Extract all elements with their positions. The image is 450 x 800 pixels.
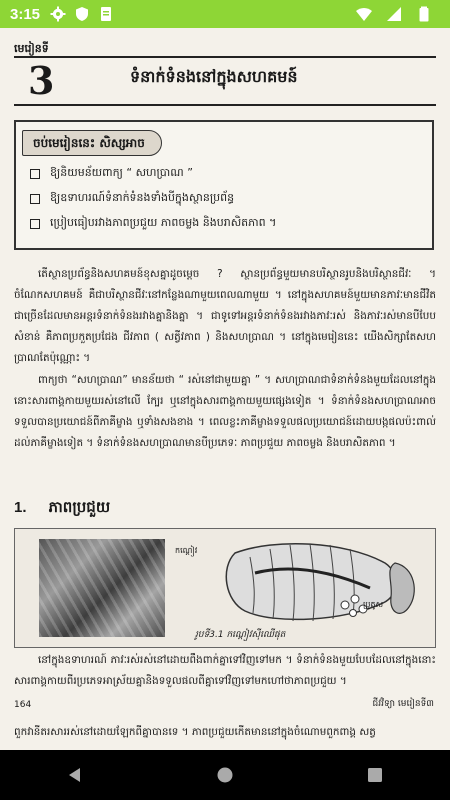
checkbox-icon bbox=[30, 194, 40, 204]
objectives-tab: ចប់មេរៀននេះ សិស្សអាច bbox=[22, 130, 162, 156]
termite-photo bbox=[39, 539, 165, 637]
home-icon bbox=[216, 766, 234, 784]
shield-icon bbox=[74, 6, 90, 22]
title-rule bbox=[14, 104, 436, 106]
status-time: 3:15 bbox=[10, 5, 41, 23]
header-rule bbox=[14, 56, 436, 58]
objective-text: ឱ្យឧទាហរណ៍ទំនាក់ទំនងទាំងបីក្នុងស្ថានប្រព័ន្ធ bbox=[50, 191, 235, 204]
objective-text: ប្រៀបធៀបរវាងភាពប្រជួយ ភាពចម្លង និងបរាសិតភាព ។ bbox=[50, 216, 277, 229]
section-heading bbox=[14, 498, 110, 520]
objectives-box bbox=[14, 120, 434, 250]
paragraph-mutualism: នៅក្នុងឧទាហរណ៍ ភាវៈរស់រស់នៅដោយពឹងពាក់គ្នាទៅវិញទៅមក ។ ទំនាក់ទំនងមួយបែបដែលនៅក្នុងនោះសារពាង្គកាយពីរប្រភេទអាស្រ័យគ្នានិងទទួលផលពីគ្នាទៅវិញទៅមកហៅថាភាពប្រជួយ ។ bbox=[14, 654, 436, 687]
lesson-label: មេរៀនទី bbox=[14, 42, 49, 55]
status-bar bbox=[0, 0, 450, 28]
figure bbox=[14, 528, 436, 648]
figure-label-termite: កណ្ដៀវ bbox=[175, 546, 198, 555]
document-icon bbox=[98, 6, 114, 22]
back-button[interactable] bbox=[55, 755, 95, 795]
page-number: 164 bbox=[14, 700, 32, 710]
chapter-number: 3 bbox=[28, 58, 55, 103]
section-number: 1. bbox=[14, 499, 27, 516]
signal-icon bbox=[386, 6, 402, 22]
recents-icon bbox=[366, 766, 384, 784]
footer-title: ជីវវិទ្យា មេរៀនទី៣ bbox=[372, 699, 434, 709]
chapter-title: ទំនាក់ទំនងនៅក្នុងសហគមន៍ bbox=[130, 67, 298, 86]
back-icon bbox=[66, 766, 84, 784]
objectives-list bbox=[30, 166, 276, 241]
checkbox-icon bbox=[30, 169, 40, 179]
section-title: ភាពប្រជួយ bbox=[48, 498, 111, 516]
paragraph-intro: តើស្ថានប្រព័ន្ធនិងសហគមន៍ខុសគ្នាដូចម្ដេច ? ស្ថានប្រព័ន្ធមួយមានបរិស្ថានរូបនិងបរិស្ថានជីវៈ ។ ចំណែកសហគមន៍ គឺជាបរិស្ថានជីវៈនៅកន្លែងណាមួយពេលណាមួយ ។ នៅក្នុងសហគមន៍មួយមានភាវៈមានជីវិតជាច្រើនដែលមានអន្តរទំនាក់ទំនងរវាងគ្នានិងគ្នា ។ ជាទូទៅអន្តរទំនាក់ទំនងរវាងភាវៈរស់ និងភាវៈរស់មានបីបែបសំខាន់ គឺភាពប្រកួតប្រជែង ជីវភាព ( សត្វីវភាព ) និងសហប្រាណ ។ នៅក្នុងមេរៀននេះ យើងសិក្សាតែសហប្រាណតែប៉ុណ្ណោះ ។ bbox=[14, 268, 436, 364]
wifi-icon bbox=[356, 6, 372, 22]
termite-diagram bbox=[195, 533, 425, 629]
home-button[interactable] bbox=[205, 755, 245, 795]
figure-caption: រូបទី3.1 កណ្ដៀវស៊ីឈើផុត bbox=[195, 630, 286, 640]
objective-item bbox=[30, 191, 276, 207]
checkbox-icon bbox=[30, 219, 40, 229]
figure-label-protozoa: ប្រូតូស bbox=[363, 600, 384, 609]
next-page-text: ពួកវានីតរសាររស់នៅដោយឡែកពីគ្នាបានទេ ។ ភាពប្រជួយកើតមាននៅក្នុងចំណោមពួកពាង្គ សត្វ bbox=[14, 726, 376, 738]
gear-icon bbox=[50, 6, 66, 22]
objective-item bbox=[30, 166, 276, 182]
battery-icon bbox=[416, 6, 432, 22]
recents-button[interactable] bbox=[355, 755, 395, 795]
objective-text: ឱ្យនិយមន័យពាក្យ “ សហប្រាណ ” bbox=[50, 166, 193, 179]
paragraph-symbiosis: ពាក្យថា “សហប្រាណ” មានន័យថា “ រស់នៅជាមួយគ្នា ” ។ សហប្រាណជាទំនាក់ទំនងមួយដែលនៅក្នុងនោះសារពាង្គកាយមួយរស់នៅលើ ក្បែរ ឬនៅក្នុងសារពាង្គកាយមួយផ្សេងទៀត ។ ទំនាក់ទំនងសហប្រាណអាចទទួលបានប្រយោជន៍ពីភាគីម្ខាង ឬទាំងសងខាង ។ ពេលខ្លះភាគីម្ខាងទទួលផលប្រយោជន៍ដោយបង្កផលប៉ះពាល់ដល់ភាគីម្ខាងទៀត ។ ទំនាក់ទំនងសហប្រាណមានបីប្រភេទៈ ភាពប្រជួយ ភាពចម្លង និងបរាសិតភាព ។ bbox=[14, 374, 436, 449]
navigation-bar bbox=[0, 750, 450, 800]
textbook-page[interactable] bbox=[0, 28, 450, 750]
objective-item bbox=[30, 216, 276, 232]
